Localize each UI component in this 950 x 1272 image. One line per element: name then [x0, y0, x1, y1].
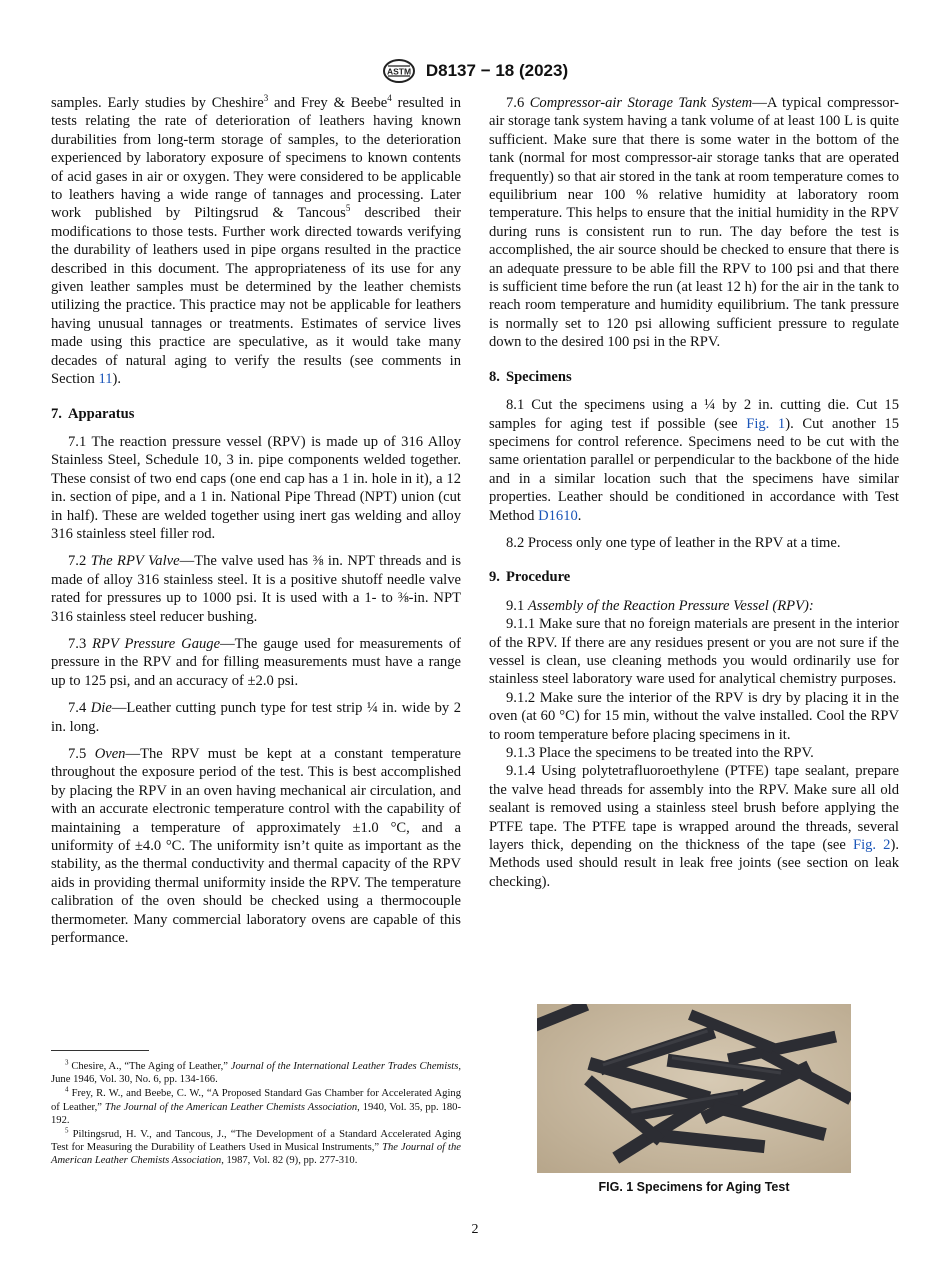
fig-2-link[interactable]: Fig. 2	[852, 837, 891, 854]
paragraph-8-2: 8.2 Process only one type of leather in the RPV at a time.	[506, 534, 841, 551]
right-column	[489, 94, 899, 891]
section-11-link[interactable]: 11	[98, 371, 113, 388]
section-9-heading: 9. Procedure	[489, 569, 571, 586]
document-designation: D8137 − 18 (2023)	[425, 61, 569, 80]
paragraph-9-1-2: 9.1.2 Make sure the interior of the RPV is dry by placing it in the oven (at 60 °C) for 15 min, without the valve installed. Cool the RPV to room temperature before placing specimens in it.	[489, 689, 899, 743]
paragraph-7-4: 7.4 Die—Leather cutting punch type for test strip ¼ in. wide by 2 in. long.	[51, 700, 462, 735]
figure-1-photo	[537, 1004, 851, 1173]
paragraph-9-1-4: 9.1.4 Using polytetrafluoroethylene (PTFE) tape sealant, prepare the valve head threads for assembly into the RPV. Make sure all old sealant is removed using a stainless steel brush before applying the PTFE tape. The PTFE tape is wrapped around the threads, several layers thick, depending on the thickness of the tape (see Fig. 2). Methods used should result in leak free joints (see section on leak checking).	[489, 763, 899, 890]
fig-1-link[interactable]: Fig. 1	[746, 415, 786, 432]
figure-1-caption: FIG. 1 Specimens for Aging Test	[598, 1180, 790, 1194]
footnote-3: $^3$ Chesire, A., “The Aging of Leather,” Journal of the International Leather Trades Chemists, June 1946, Vol. 30, No. 6, pp. 134-166.	[51, 1058, 461, 1086]
paragraph-7-1: 7.1 The reaction pressure vessel (RPV) is made up of 316 Alloy Stainless Steel, Schedule 10, 3 in. pipe components welded together. These consist of two end caps (one end cap has a 1 in. hole in it), a 12 in. section of pipe, and a 1 in. National Pipe Thread (NPT) union (cut in half). These are welded together using inert gas welding and alloy 316 stainless steel filler rod.	[51, 433, 461, 542]
paragraph-9-1-3: 9.1.3 Place the specimens to be treated into the RPV.	[506, 745, 814, 761]
paragraph-8-1: 8.1 Cut the specimens using a ¼ by 2 in. cutting die. Cut 15 samples for aging test if possible (see Fig. 1). Cut another 15 specimens for control reference. Specimens need to be cut with the same orientation parallel or perpendicular to the backbone of the hide and in a similar location such that the specimens have similar properties. Leather should be conditioned in accordance with Test Method D1610.	[489, 397, 899, 524]
paragraph-7-6: 7.6 Compressor-air Storage Tank System—A typical compressor-air storage tank system having a tank volume of at least 100 L is quite sufficient. Make sure that there is some water in the bottom of the tank (normal for most compressor-air storage tanks that are operated frequently) so that air stored in the tank at room temperature comes to equilibrium near 100 % relative humidity at laboratory room temperature. This helps to ensure that the initial humidity in the RPV during runs is consistent run to run. The day before the test is accomplished, the air source should be checked to ensure that there is an adequate pressure to be able fill the RPV to 100 psi and that there is sufficient time before the run (at least 12 h) for the air in the tank to reach room temperature and humidity equilibrium. The tank pressure is normally set to 120 psi allowing sufficient pressure to regulate down to the desired 100 psi in the RPV.	[489, 95, 899, 351]
intro-paragraph: samples. Early studies by Cheshire$^3$ and Frey & Beebe$^4$ resulted in tests relating the rate of deterioration of leathers having known durabilities from long-term storage of samples, to the deterioration experienced by laboratory exposure of specimens to known contents of acid gases in air or oxygen. They were considered to be applicable to leathers having a wide range of tannages and processing. Later work published by Piltingsrud & Tancous$^5$ described their modifications to those tests. Further work directed towards verifying the durability of leathers used in pipe organs resulted in the practice described in this document. The appropriateness of its use for any given leather samples must be determined by the leather chemists utilizing the practice. This practice may not be applicable for leathers having unusual tannages or treatments. Estimates of service lives made using this practice are speculative, as it would take many decades of natural aging to verify the results (see comments in Section 11).	[51, 93, 461, 388]
footnote-ref-3[interactable]: 3	[263, 93, 269, 104]
paragraph-7-2: 7.2 The RPV Valve—The valve used has ⅜ in. NPT threads and is made of alloy 316 stainless steel. It is a positive shutoff needle valve rated for pressures up to 1000 psi. It is used with a 1- to ⅜-in. NPT 316 stainless steel reducer bushing.	[51, 553, 461, 625]
footnote-4: $^4$ Frey, R. W., and Beebe, C. W., “A Proposed Standard Gas Chamber for Accelerated Aging of Leather,” The Journal of the American Leather Chemists Association, 1940, Vol. 35, pp. 180-192.	[51, 1085, 461, 1126]
svg-text:ASTM: ASTM	[386, 66, 411, 77]
d1610-link[interactable]: D1610	[538, 507, 578, 524]
paragraph-9-1-1: 9.1.1 Make sure that no foreign materials are present in the interior of the RPV. If there are any residues present or you are not sure if the vessel is clean, use cleaning methods you would ordinarily use for stainless steel laboratory ware used for analytical chemistry purposes.	[489, 616, 899, 688]
footnote-5: $^5$ Piltingsrud, H. V., and Tancous, J., “The Development of a Standard Accelerated Aging Test for Measuring the Durability of Leathers Used in Musical Instruments,” The Journal of the American Leather Chemists Association, 1987, Vol. 82 (9), pp. 277-310.	[51, 1126, 461, 1167]
section-8-heading: 8. Specimens	[489, 368, 572, 385]
footnote-ref-4[interactable]: 4	[387, 93, 392, 104]
page-header	[0, 58, 950, 84]
footnote-divider	[51, 1050, 149, 1051]
footnote-ref-5[interactable]: 5	[345, 203, 351, 214]
page-number: 2	[471, 1222, 479, 1237]
footnotes	[51, 1060, 461, 1169]
paragraph-7-3: 7.3 RPV Pressure Gauge—The gauge used for measurements of pressure in the RPV and for filling measurements must have a range up to 125 psi, and an accuracy of ±2.0 psi.	[51, 635, 462, 689]
astm-logo-icon	[382, 58, 416, 84]
paragraph-9-1: 9.1 Assembly of the Reaction Pressure Vessel (RPV):	[506, 597, 814, 614]
paragraph-7-5: 7.5 Oven—The RPV must be kept at a constant temperature throughout the exposure period of the test. This is best accomplished by placing the RPV in an oven having mechanical air circulation, and with an accurate electronic temperature control with the capability of maintaining a temperature of approximately ±1.0 °C, and a uniformity of ±4.0 °C. The uniformity isn’t quite as important as the stability, as the thermal conductivity and thermal capacity of the RPV aids in providing thermal uniformity inside the RPV. The temperature calibration of the oven should be checked using a thermocouple thermometer. Many commercial laboratory ovens are capable of this performance.	[51, 746, 461, 947]
section-7-heading: 7. Apparatus	[51, 405, 135, 422]
left-column	[51, 94, 461, 947]
leather-strips-image	[537, 1004, 851, 1173]
